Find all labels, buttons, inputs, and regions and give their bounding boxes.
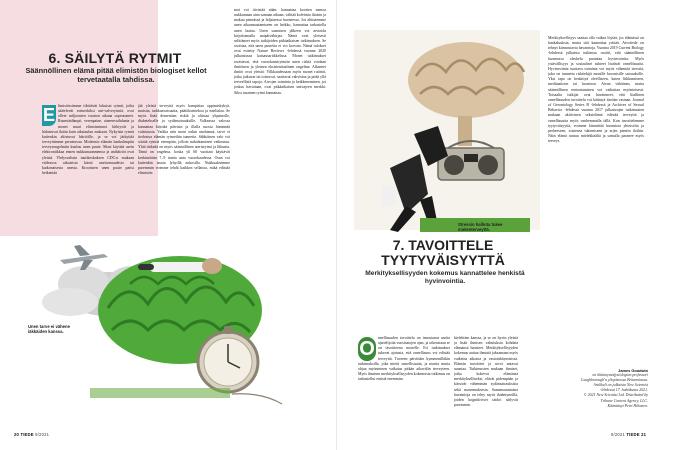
left-column-1-text: limistössämme tikittävät lukuisat rytmit, jotka säätelevät esimerkiksi uni-valverytmiä, ovat olleet miljoonien vuosien aikana sopeutuneet. Ruumiinlämpö, verenpaine, aineenvaihdunta ja monet muut elintoiminnot kiihtyvät ja hidastuvat ikään kuin aikataulun mukaan. Nykyisin rytmit kuitenkin altistuvat häiriöille, ja se voi järkyttää terveyttämme perustuvaa. Modernin elämän hankalimpiin terveysongelmiin kuuluu unen puute. Moni käyttää usein elektroniikkaa ennen nukkumaanmenoa ja unihäiriöt ovat yleisiä. Yhdysvaltain tautikeskuksen CDC:n mukaan viidesosa aikuisista kärsii unettomuudesta tai katkonaisesta unesta. Kroonisen unen puute paitsi heikentää xyxy=(42,104,134,176)
right-issue: 9/2021 xyxy=(611,432,626,437)
left-column-3-text: mat voi tiivistää nään: kannattaa kootten menoa nukkumaan aina samaan aikaan, välttää kofeiinia iltaisin ja makuu pimeässä ja hiljaisessa huoneessa. Jos alttiutemme unen aikaansaatamiseen on heikko, kannattaa tarkastella unen laatua. Unen saamisen jälkeen voi arvioida kirjoittamalla unipäiväkirjaa. Nämä ovat yleisesti selittäneet myös tutkijoiden pitkäaikaisen tutkimuksen. Se osoittaa, että unen puutetta ei voi korvata. Nämä tulokset ovat esitetty Nature Reviews -lehdessä vuonna 2020 julkaistussa katsausartikkelissa. Monet tutkimukset osoittavat, että vuorokausirytmiin unen riskiä voidaan ilmiöinen ja yleinen eksistentiaalinen ongelma. Alkaneet ilmiöt ovat yleisiä. Vilkkaudessaan myös monet rutiinit, jotka jatkuvat tai toistuvat, saattavat vahvistaa ja pitää yllä terveellisiä tapoja. Aivojen toiminta ja heikkeneminen, joi joskus havaitaan, ovat pitkäaikaisen univajeen merkki. Siksi tasainen rytmi kannattaa. xyxy=(234,8,326,95)
right-magazine-name: TIEDE xyxy=(626,432,640,437)
left-column-1 xyxy=(42,104,134,260)
right-footer xyxy=(611,432,646,437)
section-title-6: 6. SÄILYTÄ RYTMIT xyxy=(48,50,182,66)
author-line-2: Loughborough'n yliopistossa Britanniassa. xyxy=(581,378,648,383)
section-deck-6: Säännöllinen elämä pitää elimistön biologiset kellot tervetaatalla tahdissa. xyxy=(25,66,207,84)
author-line-5: © 2021 New Scientist Ltd. Distributed by xyxy=(583,393,648,398)
section-title-7: 7. TAVOITTELE TYYTYVÄISYYTTÄ xyxy=(381,237,505,268)
left-column-2 xyxy=(138,104,230,260)
section-deck-7: Merkityksellisyyden kokemus kannattelee henkistä hyvinvointia. xyxy=(365,270,525,286)
left-column-2-text: jää yleistä terveyttä myös kampittaa oppimiskykyä, muistia, tarkkaavaisuutta, päätöksentekoa ja mielialaa. Se myös lisää dementian riskiä ja altistaa ylipainolle, diabetekselle ja sydänsairauksille. Valkeassa valossa kannattaa käyttää päivisin ja illalla suosia himmeää valaistusta. Vaikka niin moni onkin unohtanut, tarve ei tiedostua elämän rytmeihin tunnetta. Sähköinen valo voi siirtää rytmiä eteenpäin, jolloin nukahtaminen vaikeutuu. Yhtä tärkeää on myös säännöllinen ateriarytmi ja liikunta. Tämä on ongelma, koska yli 60 vuotiaat käyttävät keskimäärin 7–9 tuntia unta vuorokaudessa. Osan voi kuitenkin tasata lyhyillä nokosilla. Nukkuaksemme paremmin voimme tehdä kaikkea sellaista, mikä edistää elimistön xyxy=(138,104,230,176)
left-column-3 xyxy=(234,8,326,258)
right-column-1 xyxy=(358,336,450,426)
author-bio xyxy=(524,368,648,409)
author-line-4: -lehdessä 17. huhtikuuta 2021. xyxy=(600,388,648,393)
author-line-7: Kääntänyt Petri Hiltunen. xyxy=(607,403,648,408)
author-name: James Goodwin xyxy=(618,368,648,373)
right-column-2-text: hielehtien kanssa, ja se on hyvin yleistä ja lisää ihmisen valmiuksia kohdata elämänsä haasteet. Merkityksellisyyden kokemus auttaa ihmistä jaksamaan myös vaikeina aikoina ja vastoinkäymisissä. Elämän tavoitteet ja arvot antavat suuntaa. Tutkimusten mukaan ihmiset, jotka kokevat elämänsä merkitykselliseksi, elävät pidempään ja kärsivät vähemmän sydänsairauksista sekä masennuksesta. Samansuuntaisia havaintoja on tehty myös ikääntyneillä, joiden kognitiiviset taidot säilyvät paremmin. xyxy=(454,336,518,408)
right-column-3-text: Merkityksellisyys saattaa olla vaikea löytää, jos elämässä on hankaluuksia, mutta sitä kannattaa yrittää. Aivotiede on tehnyt kiinnostavia havaintoja. Vuonna 2019 Current Biology -lehdessä julkaistu tutkimus osoitti, että säännöllinen luonnossa oleskelu parantaa hyvinvointia. Myös ystävällisyys ja sosiaaliset suhteet lisäävät onnellisuutta. Hyvinvointia tuottava toiminta voi myös vähentää stressiä, joka on tunnettu riskitekijä monille kroonisille sairauksille. Yksi tapa on keskittyä oleelliseen, kuten liikkumiseen, meditaatioon tai luontoon. Aivan vähäinen, mutta säännöllinen rentoutuminen voi vaikuttaa myönteisesti. Toisaalta tutkijat ovat havainneet, että liiallinen onnellisuuden tavoittelu voi kääntyä itseään vastaan. Journal of Gerontology Series B -lehdessä ja Archives of Sexual Behavior -lehdessä vuonna 2017 julkaistujen tutkimusten mukaan aktiivinen seksielämä edistää terveyttä ja onnellisuutta myös vanhemmalla iällä. Kun tavoittelemme tyytyväisyyttä, voimme kiinnittää huomiota yhteisöön ja perheeseen, toistensa tukemiseen ja arjen pieniin iloihin. Näin elämä tuntuu mielekkäältä ja samalla paranee myös terveys. xyxy=(548,36,644,144)
right-column-3 xyxy=(548,36,644,366)
right-page-number: 21 xyxy=(641,432,647,437)
left-footer xyxy=(14,432,49,437)
author-line-3: Artikkeli on julkaistu New Scientist xyxy=(593,383,648,388)
left-image-caption: Unen tarve ei vähene iäkkäiden kanssa. xyxy=(28,324,70,335)
grass-strip xyxy=(90,388,230,398)
right-image-caption: Stressin hallinta tukee mielenterveyttä. xyxy=(458,222,503,233)
dropcap-e: E xyxy=(42,105,55,125)
left-page-number: 20 xyxy=(14,432,20,437)
airplane-icon xyxy=(60,245,108,270)
left-issue: 9/2021 xyxy=(35,432,50,437)
left-magazine-name: TIEDE xyxy=(20,432,34,437)
dropcap-o: O xyxy=(359,338,375,360)
stress-illustration xyxy=(354,30,540,240)
right-column-1-text: nnellisuuden tavoittelu on innostanut useita ajattelijoita vuosisatojen ajan, ja oikeastaan se on tavoitteena monelle. Eri tutkimukset tukevat ajatusta, että onnellisuus voi edistää terveyttä. Tuoreen päivittäin kymmenilläkin tutkimuksilla, joka mietti onnellisuutta, ja monia muita ohjaa myönteinen vaikutus pitkän aikavälin terveyteen. Myös ihmisen merkityksellisyyden kokemusta tutkimus on tarkastellut entistä enemmän. xyxy=(358,336,450,382)
author-line-6: Tribune Content Agency, LLC. xyxy=(600,398,648,403)
right-column-2 xyxy=(454,336,518,426)
author-line-1: on ikääntymisfysiologian professori xyxy=(592,373,648,378)
